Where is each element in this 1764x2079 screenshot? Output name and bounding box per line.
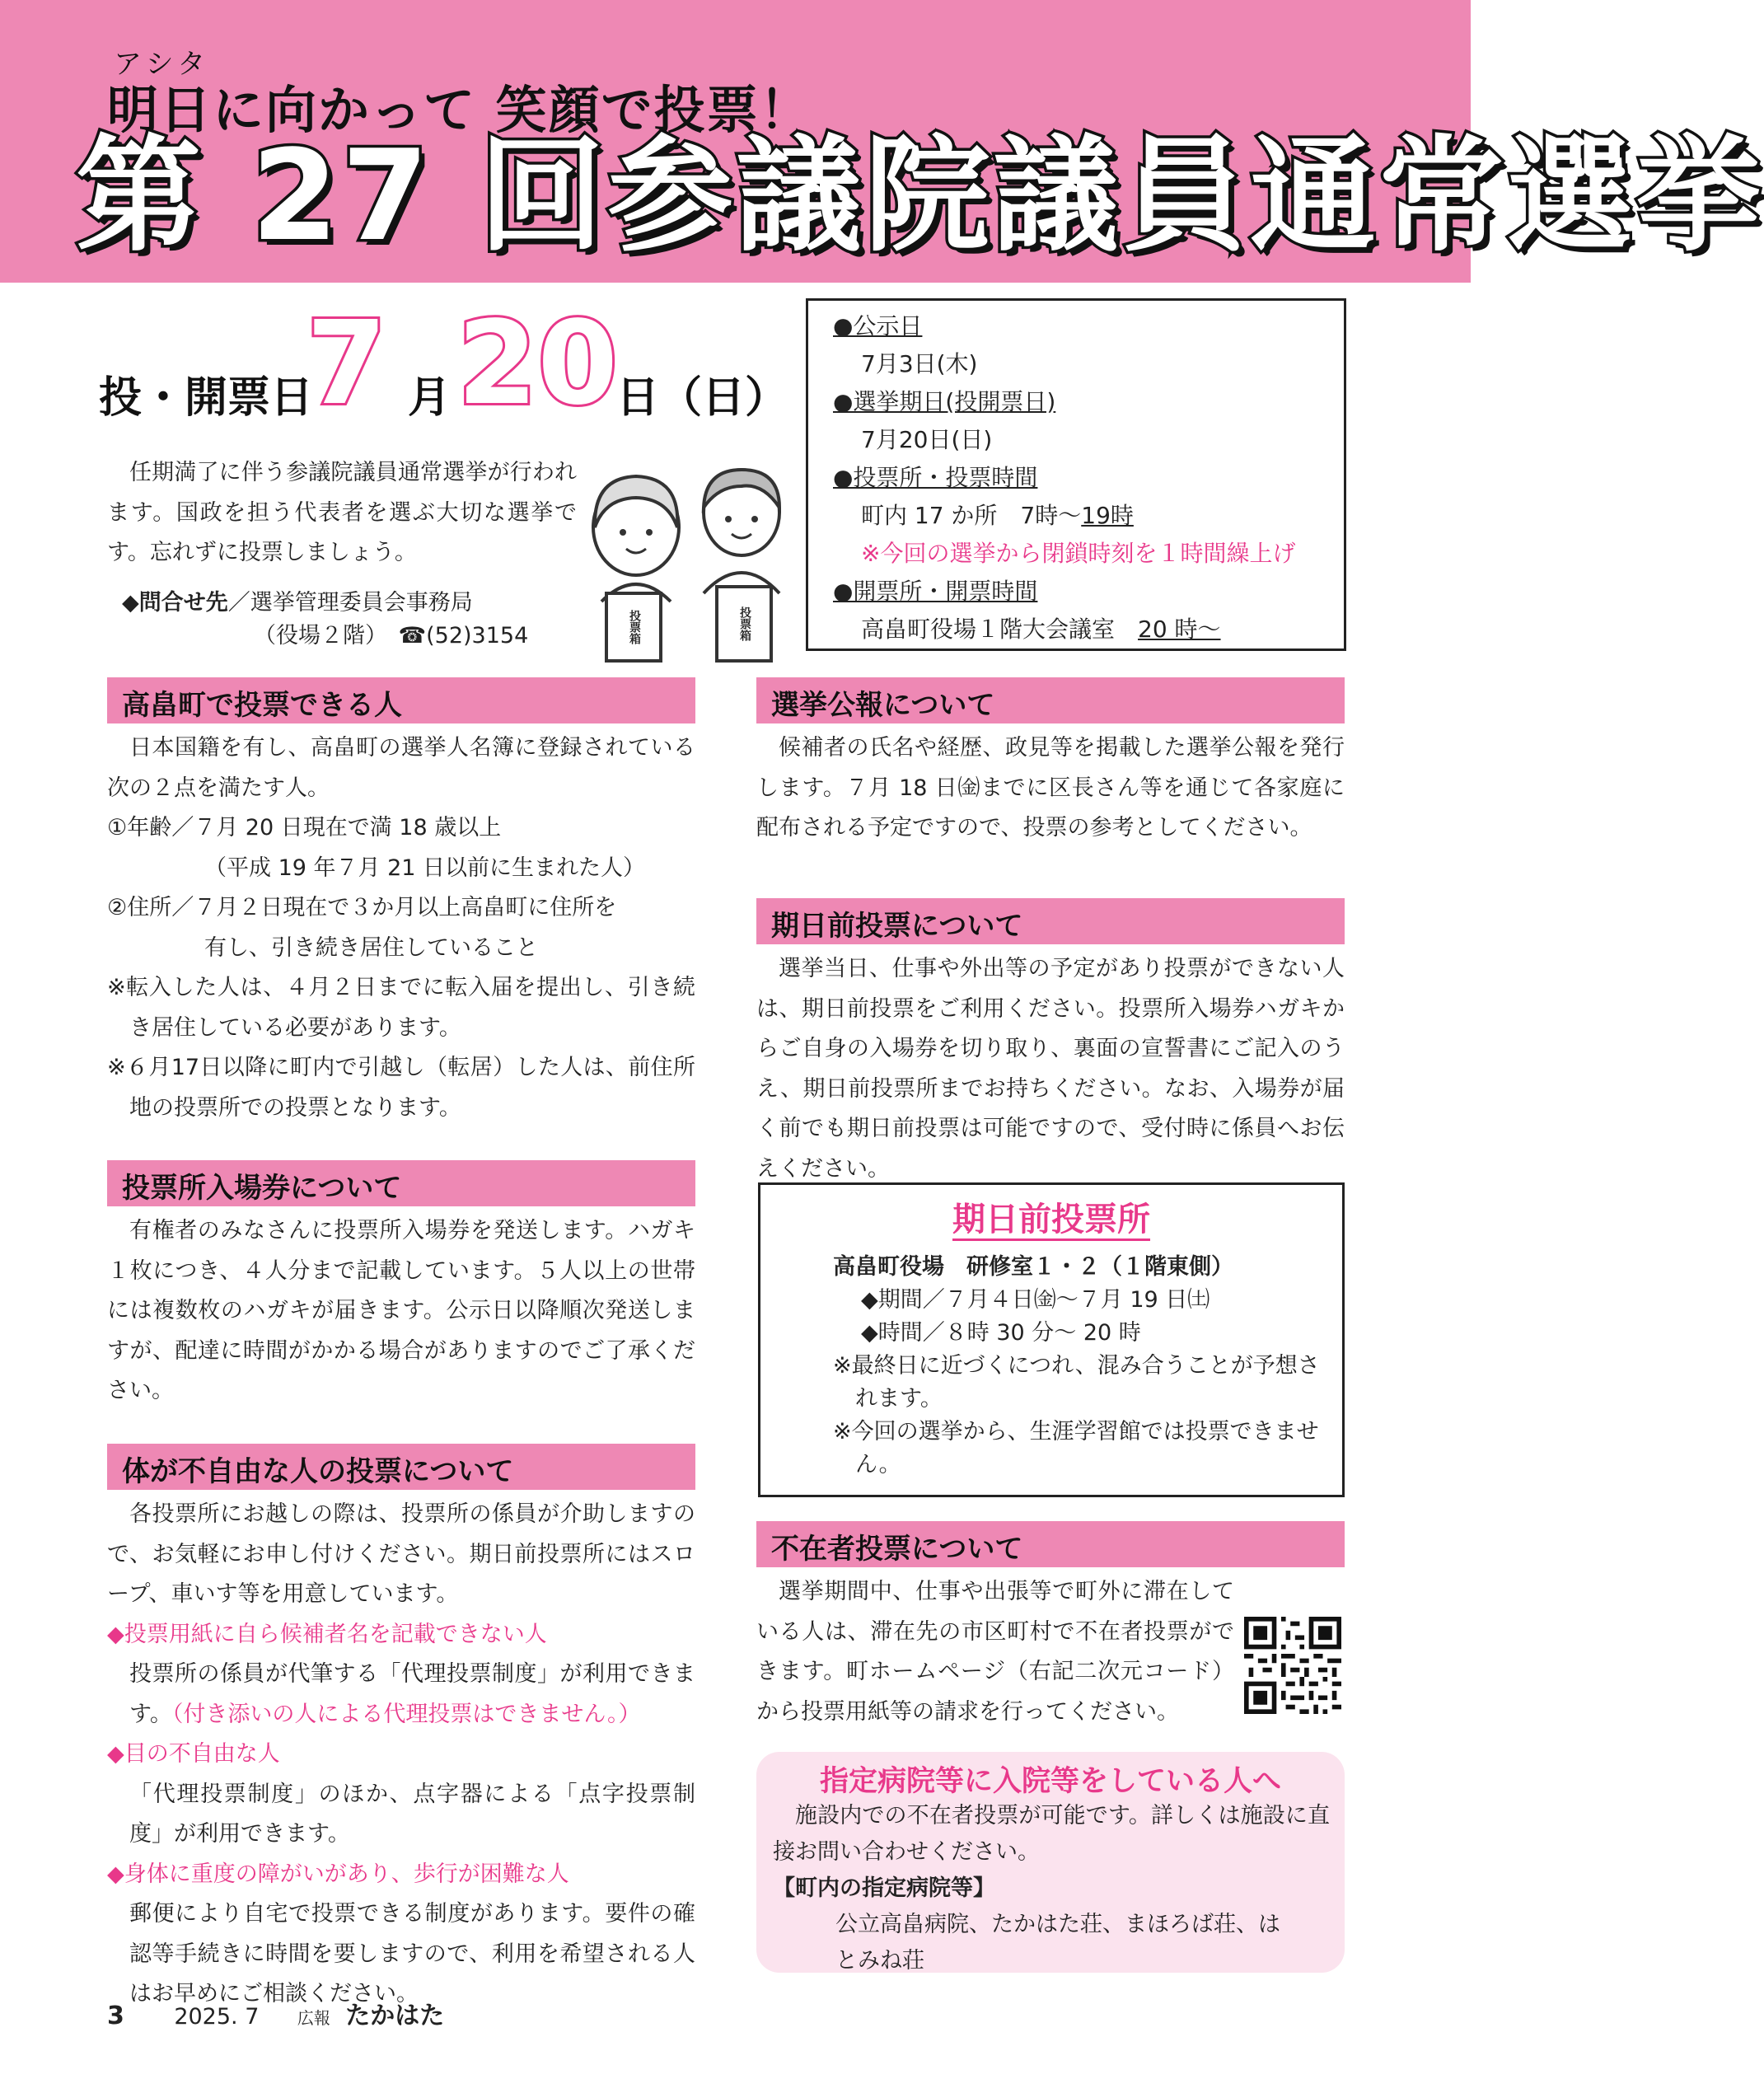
- disabled-subheading: ◆投票用紙に自ら候補者名を記載できない人: [107, 1621, 547, 1647]
- early-box-place: 高畠町役場 研修室１・２（１階東側）: [833, 1254, 1233, 1280]
- hospital-box: [756, 1752, 1345, 1973]
- early-section: [756, 949, 1345, 1189]
- issue-date: 2025. 7: [174, 2004, 260, 2030]
- bulletin-text: 候補者の氏名や経歴、政見等を掲載した選挙公報を発行します。７月 18 日㈮までに区長さん等を通じて各家庭に配布される予定ですので、投票の参考としてください。: [756, 735, 1345, 840]
- bulletin-section: [756, 728, 1345, 849]
- announce-date: 7月3日(木): [861, 350, 978, 377]
- section-heading-absentee: 不在者投票について: [756, 1521, 1345, 1567]
- early-box-time: ◆時間／８時 30 分～ 20 時: [861, 1320, 1141, 1346]
- section-heading-early: 期日前投票について: [756, 898, 1345, 944]
- hospital-list: 公立高畠病院、たかはた荘、まほろば荘、はとみね荘: [835, 1912, 1280, 1974]
- ballot-box-label: 投票箱: [738, 606, 751, 641]
- early-box-note: ※最終日に近づくにつれ、混み合うことが予想されます。: [833, 1353, 1320, 1412]
- section-heading-eligibility: 高畠町で投票できる人: [107, 677, 695, 723]
- ticket-section: [107, 1211, 695, 1412]
- announce-heading: ●公示日: [833, 312, 923, 339]
- ticket-text: 有権者のみなさんに投票所入場券を発送します。ハガキ１枚につき、４人分まで記載しています。５人以上の世帯には複数枚のハガキが届きます。公示日以降順次発送しますが、配達に時間がかかる場合がありますのでご了承ください。: [107, 1218, 695, 1403]
- publication-name: たかはた: [345, 2002, 445, 2030]
- election-date: 7月20日(日): [861, 426, 993, 453]
- eligibility-text: 日本国籍を有し、高畠町の選挙人名簿に登録されている次の２点を満たす人。: [107, 735, 695, 801]
- eligibility-item-age-sub: （平成 19 年７月 21 日以前に生まれた人）: [204, 855, 646, 881]
- page-title: 第 27 回参議院議員通常選挙: [76, 123, 1764, 269]
- section-heading-ticket: 投票所入場券について: [107, 1160, 695, 1206]
- footer: [107, 1995, 444, 2031]
- voting-month: 7: [306, 297, 387, 431]
- hospital-text: 施設内での不在者投票が可能です。詳しくは施設に直接お問い合わせください。: [773, 1803, 1330, 1865]
- disabled-subtext: 郵便により自宅で投票できる制度があります。要件の確認等手続きに時間を要しますので、利用を希望される人はお早めにご相談ください。: [129, 1901, 695, 2006]
- eligibility-item-age: ①年齢／７月 20 日現在で満 18 歳以上: [107, 815, 502, 840]
- counting-info: 高畠町役場１階大会議室 20 時～: [861, 616, 1221, 643]
- hospital-title: 指定病院等に入院等をしている人へ: [819, 1765, 1281, 1798]
- tagline: 明日に向かって 笑顔で投票！: [107, 80, 812, 140]
- disabled-subtext: 「代理投票制度」のほか、点字器による「点字投票制度」が利用できます。: [129, 1781, 695, 1847]
- voters-icon: [577, 461, 799, 667]
- voting-day-unit: 日（日）: [616, 373, 788, 423]
- disabled-subheading: ◆身体に重度の障がいがあり、歩行が困難な人: [107, 1861, 569, 1887]
- contact-info: ◆問合せ先／選挙管理委員会事務局 （役場２階） ☎(52)3154: [122, 590, 529, 649]
- eligibility-note: ※転入した人は、４月２日までに転入届を提出し、引き続き居住している必要があります。: [107, 975, 695, 1041]
- furigana-ruby: アシタ: [114, 48, 211, 81]
- eligibility-item-address-sub: 有し、引き続き居住していること: [204, 934, 538, 961]
- voting-date-label: 投・開票日: [99, 373, 314, 423]
- disabled-subheading: ◆目の不自由な人: [107, 1741, 280, 1767]
- election-heading: ●選挙期日(投開票日): [833, 388, 1056, 415]
- qr-code-icon[interactable]: [1244, 1617, 1341, 1714]
- voting-day: 20: [457, 297, 618, 431]
- disabled-subtext: 投票所の係員が代筆する「代理投票制度」が利用できます。（付き添いの人による代理投票はできません。）: [129, 1661, 695, 1727]
- polling-info: 町内 17 か所 7時～19時: [861, 502, 1134, 529]
- early-voting-place-box: [758, 1182, 1345, 1497]
- voting-month-unit: 月: [408, 373, 452, 423]
- disabled-text: 各投票所にお越しの際は、投票所の係員が介助しますので、お気軽にお申し付けください。期日前投票所にはスロープ、車いす等を用意しています。: [107, 1501, 695, 1607]
- ballot-box-label: 投票箱: [628, 610, 641, 644]
- early-text: 選挙当日、仕事や外出等の予定があり投票ができない人は、期日前投票をご利用ください。投票所入場券ハガキからご自身の入場券を切り取り、裏面の宣誓書にご記入のうえ、期日前投票所までお持ちください。なお、入場券が届く前でも期日前投票は可能ですので、受付時に係員へお伝えください。: [756, 956, 1345, 1182]
- absentee-section: [756, 1572, 1234, 1732]
- eligibility-section: [107, 728, 695, 1128]
- early-box-title: 期日前投票所: [760, 1193, 1342, 1240]
- publication-label: 広報: [297, 2008, 330, 2028]
- page-number: 3: [107, 2002, 124, 2030]
- section-heading-bulletin: 選挙公報について: [756, 677, 1345, 723]
- counting-heading: ●開票所・開票時間: [833, 578, 1038, 605]
- early-box-period: ◆期間／７月４日㈮～７月 19 日㈯: [861, 1287, 1210, 1313]
- polling-note: ※今回の選挙から閉鎖時刻を１時間繰上げ: [861, 540, 1296, 567]
- disabled-section: [107, 1495, 695, 2015]
- polling-heading: ●投票所・投票時間: [833, 464, 1038, 491]
- eligibility-item-address: ②住所／７月２日現在で３か月以上高畠町に住所を: [107, 895, 617, 920]
- voters-illustration: [577, 461, 799, 667]
- hospital-list-heading: 【町内の指定病院等】: [773, 1875, 995, 1901]
- eligibility-note: ※６月17日以降に町内で引越し（転居）した人は、前住所地の投票所での投票となります。: [107, 1055, 695, 1121]
- intro-text: 任期満了に伴う参議院議員通常選挙が行われます。国政を担う代表者を選ぶ大切な選挙です。忘れずに投票しましょう。: [107, 460, 577, 565]
- section-heading-disabled: 体が不自由な人の投票について: [107, 1444, 695, 1490]
- schedule-box: [806, 298, 1346, 651]
- early-box-note: ※今回の選挙から、生涯学習館では投票できません。: [833, 1419, 1319, 1477]
- absentee-text: 選挙期間中、仕事や出張等で町外に滞在している人は、滞在先の市区町村で不在者投票ができます。町ホームページ（右記二次元コード）から投票用紙等の請求を行ってください。: [756, 1579, 1234, 1725]
